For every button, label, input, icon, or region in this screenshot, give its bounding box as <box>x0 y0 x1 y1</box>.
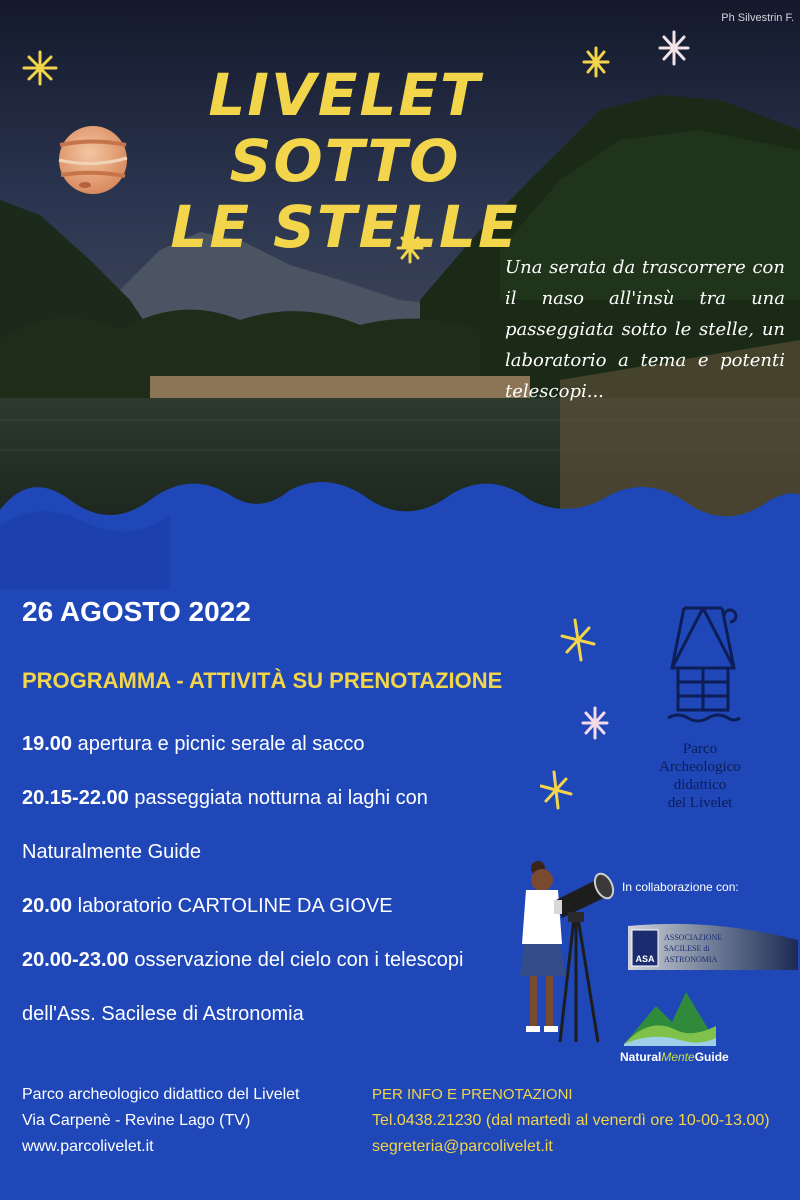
jupiter-icon <box>59 126 127 194</box>
naturalmente-guide-logo <box>620 986 720 1050</box>
event-date: 26 AGOSTO 2022 <box>22 596 251 627</box>
svg-text:ASTRONOMIA: ASTRONOMIA <box>664 955 718 964</box>
venue-address <box>22 1082 300 1160</box>
naturalmente-guide-label: NaturalMenteGuide <box>620 1050 729 1064</box>
svg-text:SACILESE di: SACILESE di <box>664 944 710 953</box>
program-item: 19.00 apertura e picnic serale al sacco <box>22 733 365 755</box>
event-title <box>130 62 560 260</box>
parco-house-logo <box>664 598 742 728</box>
venue-website[interactable]: www.parcolivelet.it <box>22 1138 154 1155</box>
program-item: 20.15-22.00 passeggiata notturna ai laghi con <box>22 787 428 809</box>
collaboration-label: In collaborazione con: <box>622 880 739 894</box>
booking-heading: PER INFO E PRENOTAZIONI <box>372 1086 573 1103</box>
telescope-girl-illustration <box>518 856 618 1046</box>
program-item: dell'Ass. Sacilese di Astronomia <box>22 1003 304 1025</box>
venue-street: Via Carpenè - Revine Lago (TV) <box>22 1112 251 1129</box>
event-tagline: Una serata da trascorrere con il naso all'insù tra una passeggiata sotto le stelle, un laboratorio a tema e potenti telescopi... <box>505 257 785 402</box>
title-line-2: LE STELLE <box>170 193 520 261</box>
star-icon <box>660 32 688 64</box>
program-item: Naturalmente Guide <box>22 841 201 863</box>
title-line-1: LIVELET SOTTO <box>208 61 482 195</box>
booking-phone[interactable]: Tel.0438.21230 (dal martedì al venerdì ore 10-00-13.00) <box>372 1112 770 1129</box>
program-item: 20.00 laboratorio CARTOLINE DA GIOVE <box>22 895 393 917</box>
photo-credit: Ph Silvestrin F. <box>721 12 794 24</box>
decor-stars <box>540 595 630 825</box>
asa-badge: ASA <box>635 954 655 964</box>
parco-logo-text: Parco Archeologico didattico del Livelet <box>659 741 741 811</box>
booking-email[interactable]: segreteria@parcolivelet.it <box>372 1138 553 1155</box>
svg-text:ASSOCIAZIONE: ASSOCIAZIONE <box>664 933 723 942</box>
program-heading: PROGRAMMA - ATTIVITÀ SU PRENOTAZIONE <box>22 668 503 693</box>
booking-info <box>372 1082 770 1160</box>
star-icon <box>583 708 607 738</box>
program-item: 20.00-23.00 osservazione del cielo con i telescopi <box>22 949 464 971</box>
program-list <box>22 722 532 1046</box>
venue-name: Parco archeologico didattico del Livelet <box>22 1086 300 1103</box>
asa-logo <box>628 922 798 972</box>
